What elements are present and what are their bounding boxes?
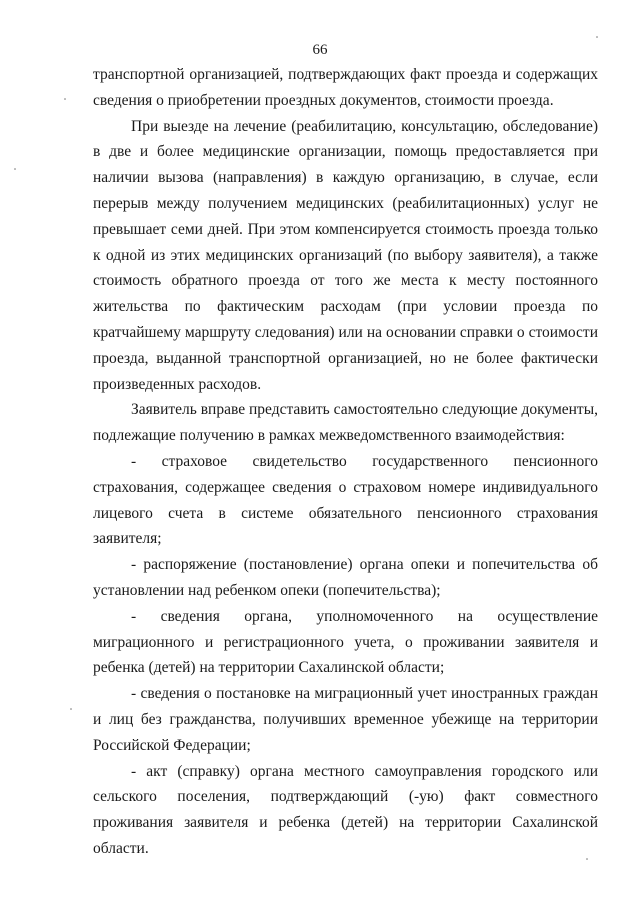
list-item-guardianship-order: - распоряжение (постановление) органа опеки и попечительства об установлении над ребенком опеки (попечительства); <box>93 556 598 599</box>
list-item-cohabitation-act: - акт (справку) органа местного самоуправления городского или сельского поселения, подтверждающий (-ую) факт совместного проживания заявителя и ребенка (детей) на территории Сахалинской области. <box>93 762 598 857</box>
page-number: 66 <box>312 42 328 58</box>
document-body <box>93 62 598 862</box>
paragraph-continuation: транспортной организацией, подтверждающих факт проезда и содержащих сведения о приобретении проездных документов, стоимости проезда. <box>93 66 598 109</box>
paragraph-treatment-trip: При выезде на лечение (реабилитацию, консультацию, обследование) в две и более медицинские организации, помощь предоставляется при наличии вызова (направления) в каждую организацию, в случае, если перерыв между получением медицинских (реабилитационных) услуг не превышает семи дней. При этом компенсируется стоимость проезда только к одной из этих медицинских организаций (по выбору заявителя), а также стоимость обратного проезда от того же места к месту постоянного жительства по фактическим расходам (при условии проезда по кратчайшему маршруту следования) или на основании справки о стоимости проезда, выданной транспортной организацией, но не более фактически произведенных расходов. <box>93 117 598 393</box>
scan-speck <box>70 708 72 710</box>
scan-speck <box>596 36 598 38</box>
list-item-migration-registration: - сведения органа, уполномоченного на осуществление миграционного и регистрационного учета, о проживании заявителя и ребенка (детей) на территории Сахалинской области; <box>93 607 598 677</box>
list-item-temporary-asylum: - сведения о постановке на миграционный учет иностранных граждан и лиц без гражданства, получивших временное убежище на территории Российской Федерации; <box>93 685 598 754</box>
scan-speck <box>14 168 16 170</box>
scan-speck <box>586 858 588 860</box>
scan-speck <box>64 98 66 100</box>
paragraph-applicant-documents: Заявитель вправе представить самостоятельно следующие документы, подлежащие получению в рамках межведомственного взаимодействия: <box>93 401 598 445</box>
list-item-pension-certificate: - страховое свидетельство государственного пенсионного страхования, содержащее сведения о страховом номере индивидуального лицевого счета в системе обязательного пенсионного страхования заявителя; <box>93 452 598 548</box>
